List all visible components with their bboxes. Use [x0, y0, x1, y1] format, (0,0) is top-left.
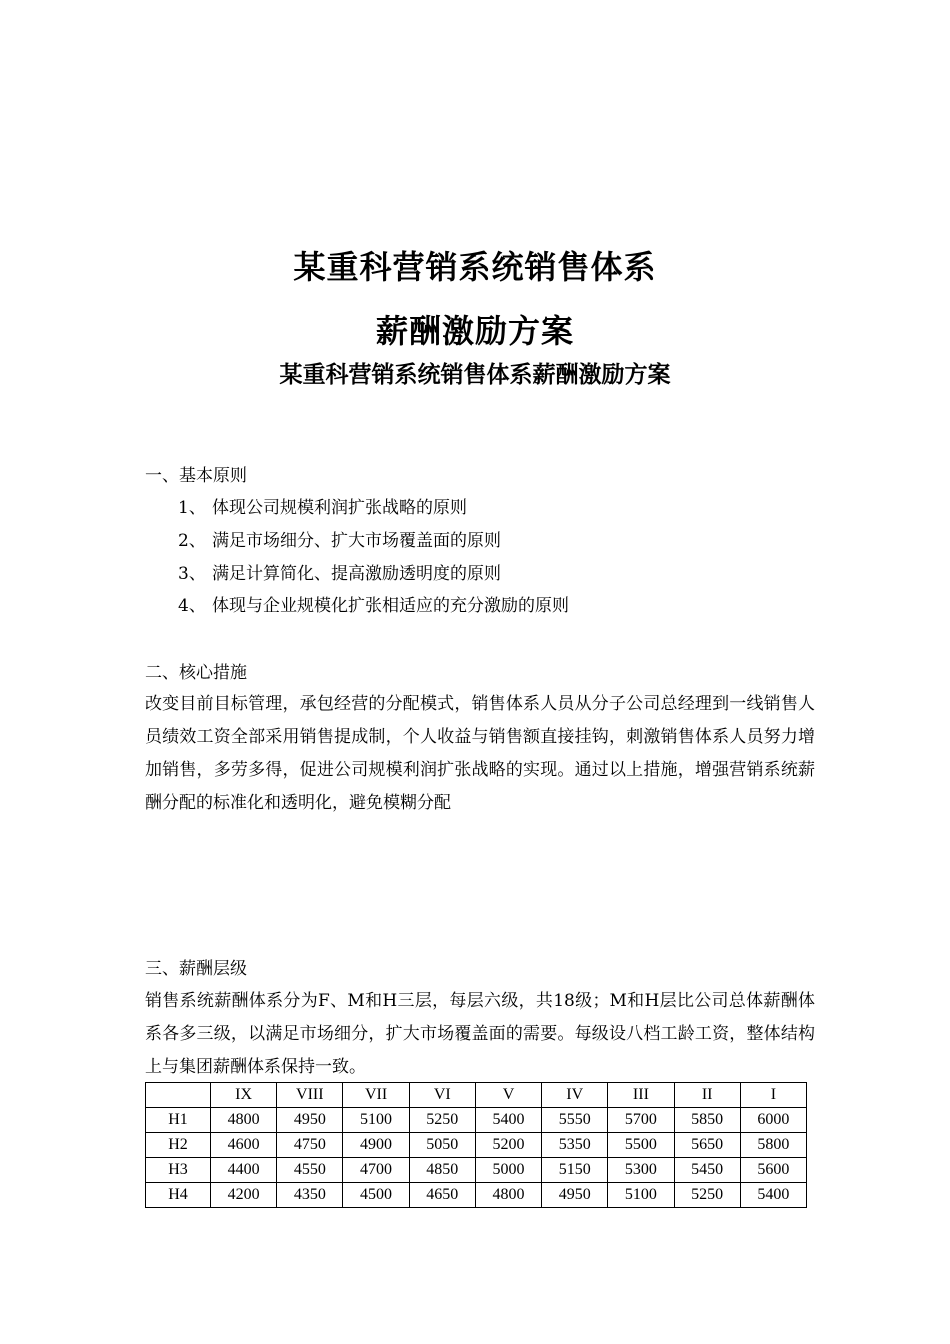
table-cell: 4650 — [409, 1183, 475, 1208]
table-cell: 4950 — [542, 1183, 608, 1208]
table-header-cell: IX — [211, 1083, 277, 1108]
table-cell: 4700 — [343, 1158, 409, 1183]
table-cell: 5150 — [542, 1158, 608, 1183]
table-row — [146, 1183, 807, 1208]
list-item — [178, 496, 467, 520]
table-cell: 5300 — [608, 1158, 674, 1183]
table-row — [146, 1158, 807, 1183]
list-item — [178, 594, 569, 618]
table-cell: H3 — [146, 1158, 211, 1183]
section-heading-salary-levels: 三、薪酬层级 — [145, 959, 247, 979]
table-cell: 4550 — [277, 1158, 343, 1183]
table-cell: 5000 — [475, 1158, 541, 1183]
list-item-text: 体现与企业规模化扩张相适应的充分激励的原则 — [212, 596, 569, 616]
table-cell: 5050 — [409, 1133, 475, 1158]
table-header-cell: V — [475, 1083, 541, 1108]
table-cell: 5650 — [674, 1133, 740, 1158]
section-heading-core-measures: 二、核心措施 — [145, 663, 247, 683]
list-item — [178, 529, 501, 553]
table-cell: 5350 — [542, 1133, 608, 1158]
document-title-line2: 薪酬激励方案 — [375, 312, 574, 350]
list-item-number: 2、 — [178, 531, 206, 551]
table-cell: 4800 — [211, 1108, 277, 1133]
table-header-cell — [146, 1083, 211, 1108]
list-item-number: 1、 — [178, 498, 206, 518]
table-cell: 4600 — [211, 1133, 277, 1158]
table-cell: 5400 — [475, 1108, 541, 1133]
table-cell: 5800 — [740, 1133, 806, 1158]
section-paragraph-core-measures: 改变目前目标管理，承包经营的分配模式，销售体系人员从分子公司总经理到一线销售人员绩效工资全部采用销售提成制，个人收益与销售额直接挂钩，刺激销售体系人员努力增加销售，多劳多得，促进公司规模利润扩张战略的实现。通过以上措施，增强营销系统薪酬分配的标准化和透明化，避免模糊分配 — [145, 694, 815, 813]
table-cell: H4 — [146, 1183, 211, 1208]
table-cell: 6000 — [740, 1108, 806, 1133]
list-item-number: 4、 — [178, 596, 206, 616]
table-cell: 5400 — [740, 1183, 806, 1208]
table-cell: 5250 — [409, 1108, 475, 1133]
table-cell: 5600 — [740, 1158, 806, 1183]
list-item-number: 3、 — [178, 564, 206, 584]
table-cell: 5550 — [542, 1108, 608, 1133]
document-subtitle: 某重科营销系统销售体系薪酬激励方案 — [279, 362, 671, 388]
table-header-cell: IV — [542, 1083, 608, 1108]
list-item — [178, 562, 501, 586]
document-title: 某重科营销系统销售体系 — [293, 248, 657, 286]
table-header-cell: II — [674, 1083, 740, 1108]
table-cell: 4950 — [277, 1108, 343, 1133]
table-cell: 4400 — [211, 1158, 277, 1183]
table-cell: 5850 — [674, 1108, 740, 1133]
table-cell: 5200 — [475, 1133, 541, 1158]
list-item-text: 体现公司规模利润扩张战略的原则 — [212, 498, 467, 518]
table-cell: H2 — [146, 1133, 211, 1158]
section-paragraph-salary-levels: 销售系统薪酬体系分为F、M和H三层，每层六级，共18级；M和H层比公司总体薪酬体系各多三级，以满足市场细分，扩大市场覆盖面的需要。每级设八档工龄工资，整体结构上与集团薪酬体系保持一致。 — [145, 991, 815, 1077]
table-cell: 4500 — [343, 1183, 409, 1208]
table-header-cell: VI — [409, 1083, 475, 1108]
table-cell: 4800 — [475, 1183, 541, 1208]
table-cell: 5250 — [674, 1183, 740, 1208]
table-cell: 5100 — [343, 1108, 409, 1133]
table-row — [146, 1133, 807, 1158]
table-cell: 5700 — [608, 1108, 674, 1133]
table-cell: 5500 — [608, 1133, 674, 1158]
table-header-row — [146, 1083, 807, 1108]
section-heading-basic-principles: 一、基本原则 — [145, 466, 247, 486]
list-item-text: 满足计算简化、提高激励透明度的原则 — [212, 564, 501, 584]
salary-table — [145, 1082, 807, 1208]
table-cell: 4850 — [409, 1158, 475, 1183]
table-cell: 4350 — [277, 1183, 343, 1208]
table-row — [146, 1108, 807, 1133]
table-header-cell: III — [608, 1083, 674, 1108]
table-header-cell: VIII — [277, 1083, 343, 1108]
table-cell: H1 — [146, 1108, 211, 1133]
table-cell: 5450 — [674, 1158, 740, 1183]
list-item-text: 满足市场细分、扩大市场覆盖面的原则 — [212, 531, 501, 551]
table-header-cell: I — [740, 1083, 806, 1108]
table-cell: 4750 — [277, 1133, 343, 1158]
table-cell: 5100 — [608, 1183, 674, 1208]
table-cell: 4900 — [343, 1133, 409, 1158]
table-header-cell: VII — [343, 1083, 409, 1108]
table-cell: 4200 — [211, 1183, 277, 1208]
